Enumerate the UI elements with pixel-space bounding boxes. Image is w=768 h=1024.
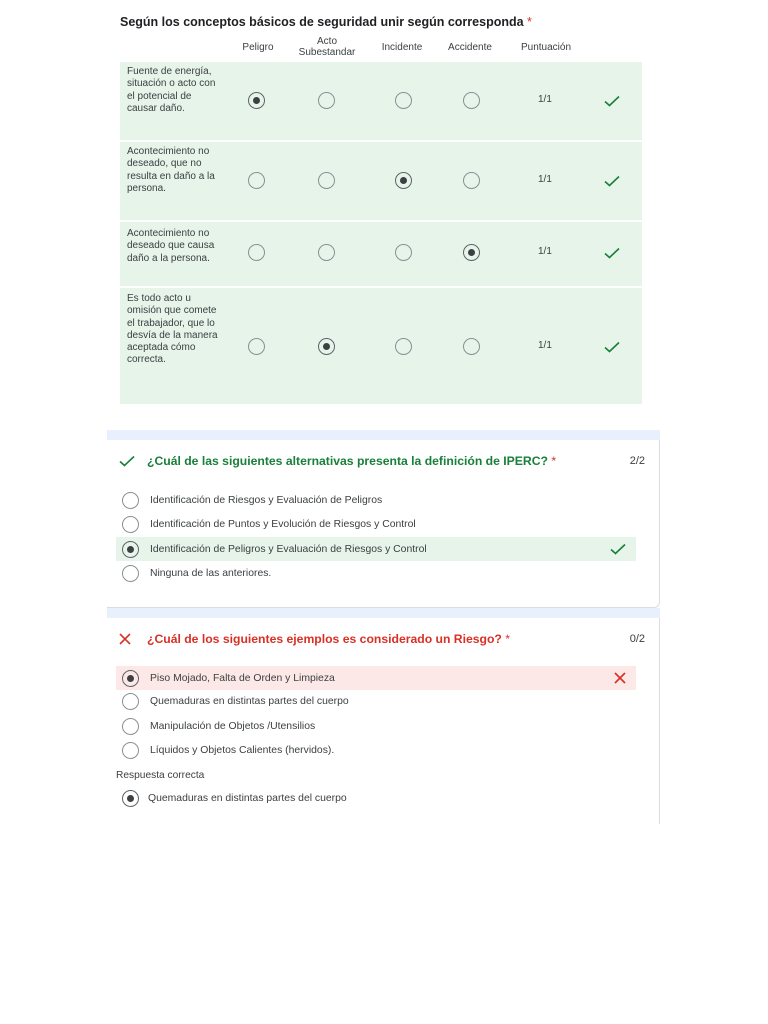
column-header-peligro: Peligro bbox=[242, 41, 274, 53]
option-row[interactable] bbox=[116, 561, 636, 585]
grid-question bbox=[118, 12, 648, 406]
question-title bbox=[147, 632, 630, 646]
option-row-correct[interactable] bbox=[116, 537, 636, 561]
column-header-incidente: Incidente bbox=[381, 41, 423, 53]
radio-button-selected bbox=[122, 790, 139, 807]
question-title bbox=[147, 454, 630, 468]
radio-incidente[interactable] bbox=[395, 338, 412, 355]
correct-answer-row bbox=[116, 786, 636, 810]
section-divider bbox=[107, 608, 660, 618]
option-row-wrong[interactable] bbox=[116, 666, 636, 690]
option-row[interactable] bbox=[116, 738, 636, 762]
close-icon bbox=[119, 633, 131, 645]
close-icon bbox=[614, 672, 626, 684]
radio-peligro[interactable] bbox=[248, 172, 265, 189]
grid-row bbox=[120, 222, 642, 286]
radio-accidente[interactable] bbox=[463, 172, 480, 189]
option-row[interactable] bbox=[116, 488, 636, 512]
radio-acto-subestandar[interactable] bbox=[318, 338, 335, 355]
option-row[interactable] bbox=[116, 689, 636, 713]
column-header-acto-subestandar: Acto Subestandar bbox=[298, 36, 356, 58]
row-label: Acontecimiento no deseado, que no resulta en daño a la persona. bbox=[127, 146, 215, 194]
row-score: 1/1 bbox=[538, 340, 552, 351]
row-score: 1/1 bbox=[538, 94, 552, 105]
radio-button[interactable] bbox=[122, 492, 139, 509]
section-divider bbox=[107, 430, 660, 440]
radio-peligro[interactable] bbox=[248, 338, 265, 355]
radio-button[interactable] bbox=[122, 693, 139, 710]
radio-button[interactable] bbox=[122, 742, 139, 759]
option-label: Manipulación de Objetos /Utensilios bbox=[150, 720, 316, 732]
option-row[interactable] bbox=[116, 714, 636, 738]
grid-row bbox=[120, 62, 642, 140]
radio-button-selected[interactable] bbox=[122, 670, 139, 687]
option-label: Ninguna de las anteriores. bbox=[150, 567, 272, 579]
question-card-iperc bbox=[107, 440, 660, 608]
radio-acto-subestandar[interactable] bbox=[318, 244, 335, 261]
correct-answer-label: Respuesta correcta bbox=[116, 770, 205, 781]
required-mark: * bbox=[551, 454, 557, 468]
question-points: 0/2 bbox=[629, 633, 645, 645]
column-header-accidente: Accidente bbox=[448, 41, 492, 53]
grid-question-title bbox=[120, 12, 648, 32]
option-row[interactable] bbox=[116, 512, 636, 536]
radio-incidente[interactable] bbox=[395, 92, 412, 109]
radio-peligro[interactable] bbox=[248, 244, 265, 261]
option-label: Identificación de Puntos y Evolución de Riesgos y Control bbox=[150, 518, 416, 530]
radio-button[interactable] bbox=[122, 718, 139, 735]
option-label: Quemaduras en distintas partes del cuerpo bbox=[150, 695, 349, 707]
radio-button[interactable] bbox=[122, 516, 139, 533]
check-icon bbox=[604, 247, 620, 259]
check-icon bbox=[604, 175, 620, 187]
required-mark: * bbox=[527, 15, 532, 29]
question-title-text: ¿Cuál de los siguientes ejemplos es considerado un Riesgo? bbox=[147, 632, 502, 646]
check-icon bbox=[604, 95, 620, 107]
radio-incidente[interactable] bbox=[395, 244, 412, 261]
radio-accidente[interactable] bbox=[463, 244, 480, 261]
radio-accidente[interactable] bbox=[463, 338, 480, 355]
option-label: Identificación de Peligros y Evaluación de Riesgos y Control bbox=[150, 543, 427, 555]
question-title-text: ¿Cuál de las siguientes alternativas presenta la definición de IPERC? bbox=[147, 454, 548, 468]
radio-incidente[interactable] bbox=[395, 172, 412, 189]
row-label: Acontecimiento no deseado que causa daño a la persona. bbox=[127, 228, 215, 264]
radio-acto-subestandar[interactable] bbox=[318, 172, 335, 189]
correct-answer-text: Quemaduras en distintas partes del cuerpo bbox=[148, 792, 347, 804]
question-header bbox=[119, 632, 645, 646]
check-icon bbox=[610, 543, 626, 555]
radio-peligro[interactable] bbox=[248, 92, 265, 109]
grid-row bbox=[120, 288, 642, 404]
row-score: 1/1 bbox=[538, 174, 552, 185]
question-points: 2/2 bbox=[629, 455, 645, 467]
option-label: Identificación de Riesgos y Evaluación de Peligros bbox=[150, 494, 383, 506]
row-label: Fuente de energía, situación o acto con el potencial de causar daño. bbox=[127, 66, 216, 114]
radio-button-selected[interactable] bbox=[122, 541, 139, 558]
check-icon bbox=[119, 455, 135, 467]
radio-accidente[interactable] bbox=[463, 92, 480, 109]
option-label: Piso Mojado, Falta de Orden y Limpieza bbox=[150, 672, 335, 684]
radio-acto-subestandar[interactable] bbox=[318, 92, 335, 109]
column-header-puntuacion: Puntuación bbox=[520, 41, 572, 53]
required-mark: * bbox=[505, 632, 511, 646]
question-card-riesgo bbox=[107, 618, 660, 824]
row-score: 1/1 bbox=[538, 246, 552, 257]
grid-header bbox=[118, 32, 648, 62]
question-title-text: Según los conceptos básicos de seguridad unir según corresponda bbox=[120, 15, 524, 29]
check-icon bbox=[604, 341, 620, 353]
grid-row bbox=[120, 142, 642, 220]
question-header bbox=[119, 454, 645, 468]
radio-button[interactable] bbox=[122, 565, 139, 582]
option-label: Líquidos y Objetos Calientes (hervidos). bbox=[150, 744, 335, 756]
row-label: Es todo acto u omisión que comete el trabajador, que lo desvía de la manera aceptada cómo correcta. bbox=[127, 293, 218, 366]
